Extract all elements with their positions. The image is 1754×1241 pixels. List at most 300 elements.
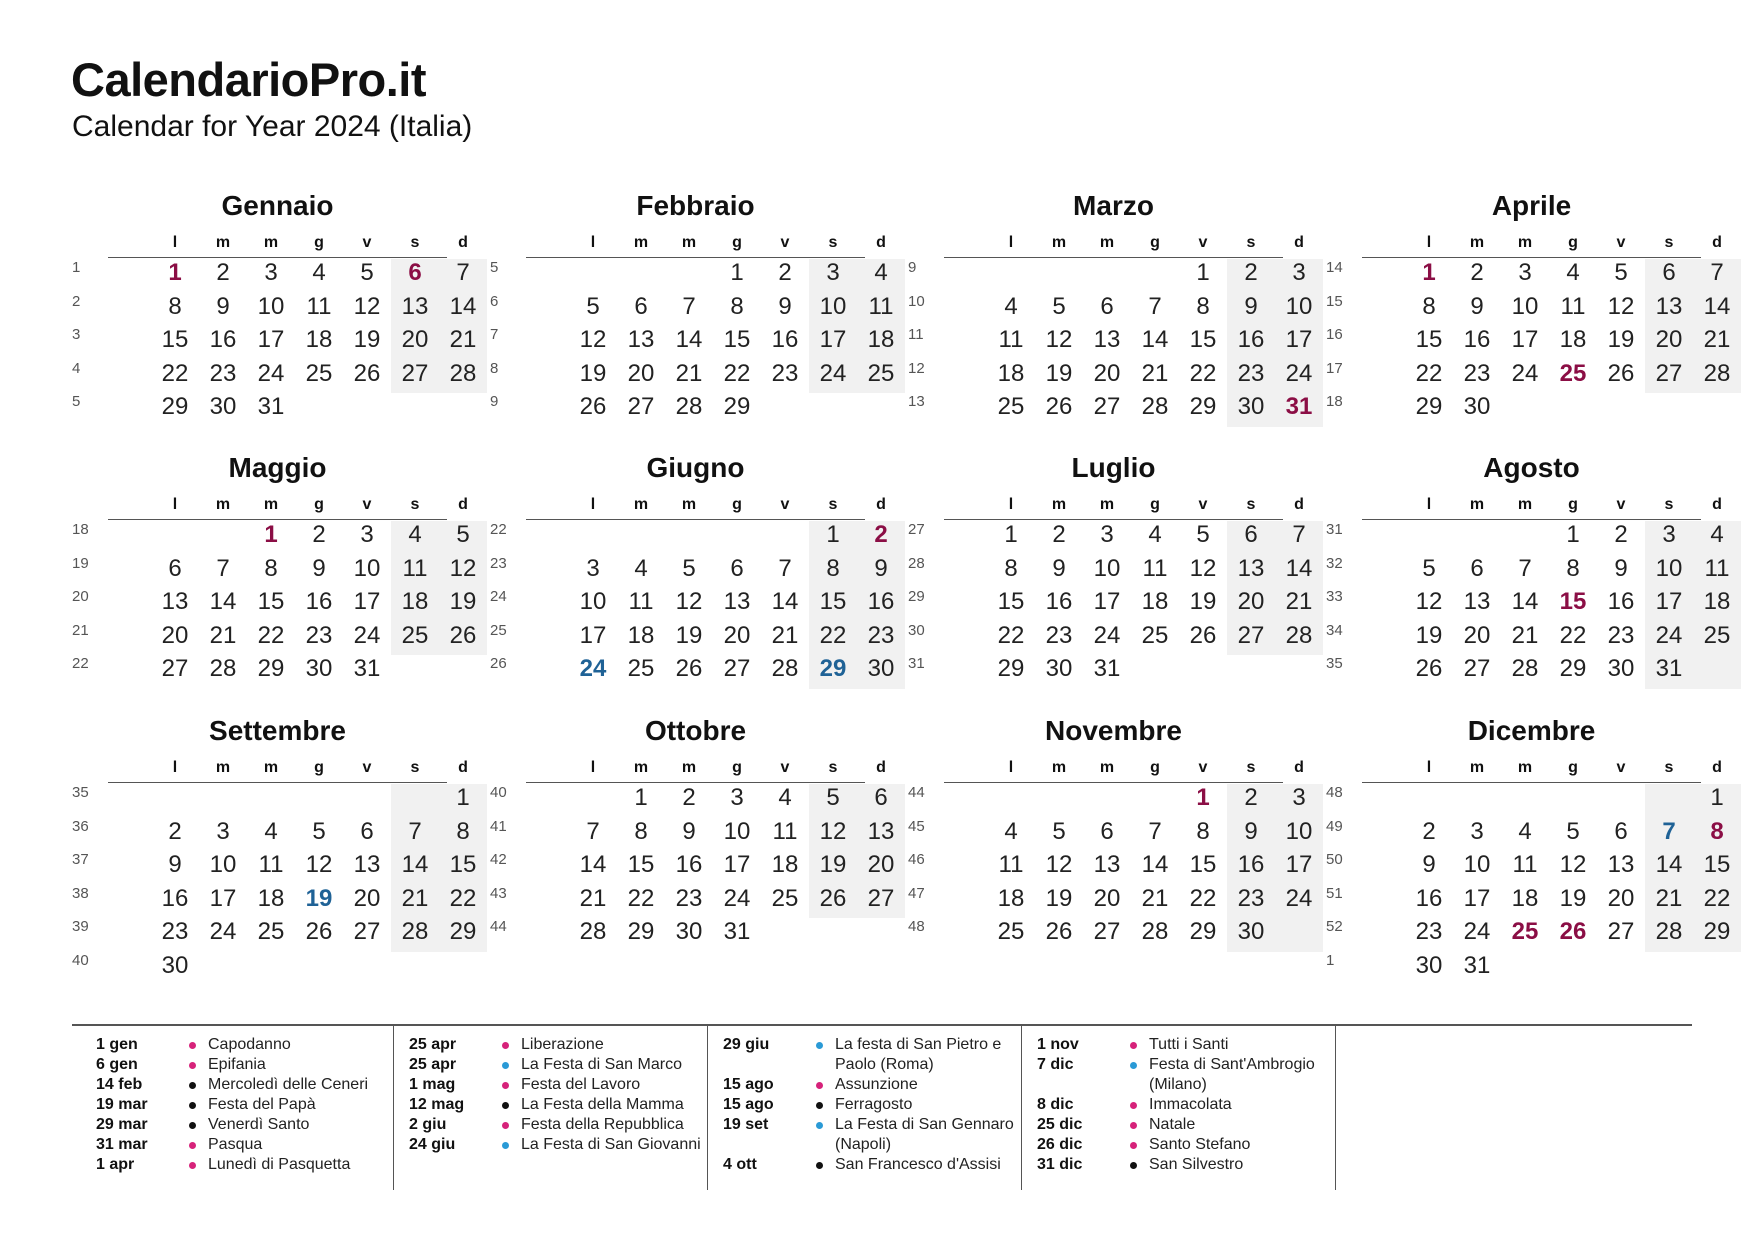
day-cell: 6	[360, 817, 374, 845]
week-number: 10	[908, 292, 925, 310]
weekday-header: m	[681, 234, 697, 251]
day-cell: 23	[305, 621, 333, 649]
day-cell: 17	[1093, 588, 1121, 615]
weekday-header: s	[1664, 759, 1674, 776]
weekday-header: m	[681, 496, 697, 513]
weekday-header: s	[828, 759, 838, 776]
day-cell: 10	[723, 817, 751, 845]
day-cell: 22	[1189, 359, 1217, 387]
bullet-national-icon	[1130, 1102, 1137, 1109]
weekday-header: m	[1051, 759, 1067, 776]
weekday-header: l	[590, 234, 596, 251]
header-rule	[526, 782, 865, 783]
legend-date: 31 mar	[96, 1136, 148, 1153]
day-cell: 23	[161, 918, 189, 945]
day-cell: 16	[1237, 326, 1265, 353]
legend-date: 1 gen	[96, 1036, 138, 1053]
day-cell: 31	[257, 393, 285, 420]
bullet-observance-icon	[502, 1102, 509, 1109]
day-cell: 3	[216, 817, 230, 845]
day-cell: 24	[819, 359, 847, 387]
day-cell: 26	[1189, 621, 1217, 649]
week-number: 35	[72, 784, 89, 801]
day-cell: 9	[1422, 851, 1436, 878]
day-cell: 20	[1093, 359, 1121, 387]
page-title: CalendarioPro.it	[71, 53, 427, 106]
day-cell: 18	[997, 884, 1025, 912]
day-cell: 27	[161, 655, 189, 682]
weekday-header: s	[410, 234, 420, 251]
weekday-header: d	[1294, 759, 1304, 776]
day-cell: 12	[1559, 851, 1587, 878]
day-cell: 19	[675, 621, 703, 649]
day-cell: 15	[723, 326, 751, 353]
day-cell: 25	[1141, 621, 1169, 649]
legend-name: Assunzione	[835, 1076, 918, 1093]
weekday-header: v	[362, 759, 372, 776]
legend-name: Epifania	[208, 1056, 266, 1073]
day-cell: 6	[1244, 521, 1258, 548]
day-cell: 6	[1662, 259, 1676, 286]
day-cell: 3	[730, 784, 744, 811]
week-number: 42	[490, 851, 507, 868]
legend-name: Festa di Sant'Ambrogio	[1149, 1056, 1315, 1073]
day-cell: 26	[819, 884, 847, 912]
day-cell: 13	[1093, 326, 1121, 353]
day-cell: 6	[1100, 292, 1114, 320]
week-number: 12	[908, 359, 925, 377]
week-number: 11	[908, 326, 924, 343]
day-cell: 18	[771, 851, 799, 878]
day-cell: 20	[353, 884, 381, 912]
day-cell: 30	[1237, 918, 1265, 945]
day-cell: 26	[449, 621, 477, 649]
bullet-national-icon	[189, 1162, 196, 1169]
day-cell: 26	[1415, 655, 1443, 682]
day-cell: 12	[819, 817, 847, 845]
week-number: 19	[72, 554, 89, 572]
day-cell: 28	[209, 655, 237, 682]
weekday-header: g	[314, 234, 324, 251]
day-cell: 28	[579, 918, 607, 945]
week-number: 39	[72, 918, 89, 935]
day-cell: 23	[1237, 359, 1265, 387]
day-cell: 22	[723, 359, 751, 387]
week-number: 16	[1326, 326, 1343, 343]
day-cell: 10	[1511, 292, 1539, 320]
day-cell: 15	[257, 588, 285, 615]
month-name: Maggio	[228, 452, 327, 483]
day-cell: 22	[1415, 359, 1443, 387]
legend-name: San Silvestro	[1149, 1156, 1244, 1173]
bullet-national-icon	[816, 1082, 823, 1089]
day-cell: 10	[1285, 817, 1313, 845]
day-cell: 11	[1142, 554, 1168, 582]
weekday-header: s	[1246, 496, 1256, 513]
week-number: 18	[1326, 393, 1343, 410]
day-cell: 27	[723, 655, 751, 682]
day-cell: 13	[353, 851, 381, 878]
day-cell: 20	[401, 326, 429, 353]
day-cell: 19	[819, 851, 847, 878]
day-cell: 9	[1614, 554, 1628, 582]
day-cell: 2	[1244, 784, 1258, 811]
day-cell: 17	[1285, 326, 1313, 353]
day-cell: 24	[1511, 359, 1539, 387]
bullet-national-icon	[1130, 1142, 1137, 1149]
day-cell: 18	[1703, 588, 1731, 615]
day-cell: 21	[1511, 621, 1539, 649]
week-number: 38	[72, 884, 89, 902]
day-cell: 5	[456, 521, 470, 548]
day-cell: 16	[1415, 884, 1443, 912]
day-cell: 22	[1559, 621, 1587, 649]
legend-name: Festa del Papà	[208, 1096, 316, 1113]
day-cell: 10	[1655, 554, 1683, 582]
day-cell: 9	[778, 292, 792, 320]
day-cell: 31	[1285, 393, 1313, 420]
weekday-header: g	[1568, 496, 1578, 513]
day-cell: 19	[353, 326, 381, 353]
day-cell: 26	[1045, 393, 1073, 420]
month-dicembre	[1326, 715, 1731, 1035]
weekday-header: d	[458, 234, 468, 251]
day-cell: 21	[401, 884, 429, 912]
day-cell: 13	[1655, 292, 1683, 320]
day-cell: 4	[408, 521, 422, 548]
day-cell: 14	[1141, 851, 1169, 878]
week-number: 44	[908, 784, 925, 801]
month-name: Settembre	[209, 715, 346, 746]
weekday-header: v	[1198, 759, 1208, 776]
day-cell: 17	[257, 326, 285, 353]
day-cell: 13	[867, 817, 895, 845]
day-cell: 3	[360, 521, 374, 548]
weekday-header: m	[1099, 496, 1115, 513]
bullet-national-icon	[502, 1122, 509, 1129]
weekday-header: l	[590, 496, 596, 513]
day-cell: 30	[675, 918, 703, 945]
bullet-national-icon	[1130, 1042, 1137, 1049]
day-cell: 14	[1511, 588, 1539, 615]
day-cell: 21	[771, 621, 799, 649]
day-cell: 12	[579, 326, 607, 353]
day-cell: 30	[867, 655, 895, 682]
month-name: Febbraio	[636, 190, 755, 221]
day-cell: 18	[1141, 588, 1169, 615]
month-name: Novembre	[1045, 715, 1182, 746]
day-cell: 4	[1566, 259, 1580, 286]
bullet-local-icon	[1130, 1062, 1137, 1069]
week-number: 51	[1326, 884, 1343, 902]
day-cell: 10	[579, 588, 607, 615]
weekday-header: g	[1150, 496, 1160, 513]
weekday-header: m	[1051, 234, 1067, 251]
weekday-header: g	[1150, 234, 1160, 251]
day-cell: 11	[1512, 851, 1538, 878]
day-cell: 10	[353, 554, 381, 582]
day-cell: 24	[353, 621, 381, 649]
weekday-header: g	[314, 496, 324, 513]
day-cell: 29	[161, 393, 189, 420]
day-cell: 1	[1710, 784, 1724, 811]
legend-name: Mercoledì delle Ceneri	[208, 1076, 369, 1093]
legend-name: Pasqua	[208, 1136, 263, 1153]
week-number: 31	[1326, 521, 1343, 538]
week-number: 4	[72, 359, 81, 377]
day-cell: 23	[675, 884, 703, 912]
day-cell: 12	[305, 851, 333, 878]
day-cell: 30	[1463, 393, 1491, 420]
legend-name: (Napoli)	[835, 1136, 892, 1153]
day-cell: 5	[682, 554, 696, 582]
day-cell: 9	[1244, 817, 1258, 845]
day-cell: 21	[449, 326, 477, 353]
day-cell: 12	[1045, 851, 1073, 878]
day-cell: 19	[305, 884, 333, 912]
legend-date: 6 gen	[96, 1056, 138, 1073]
day-cell: 30	[209, 393, 237, 420]
day-cell: 14	[1655, 851, 1683, 878]
day-cell: 3	[1662, 521, 1676, 548]
day-cell: 9	[1244, 292, 1258, 320]
day-cell: 19	[1415, 621, 1443, 649]
weekday-header: m	[1469, 234, 1485, 251]
week-number: 49	[1326, 817, 1343, 835]
week-number: 44	[490, 918, 507, 935]
legend-date: 29 giu	[723, 1036, 770, 1053]
day-cell: 16	[675, 851, 703, 878]
bullet-national-icon	[189, 1142, 196, 1149]
day-cell: 14	[1141, 326, 1169, 353]
day-cell: 19	[1559, 884, 1587, 912]
weekday-header: v	[362, 496, 372, 513]
week-number: 9	[908, 259, 917, 276]
day-cell: 8	[1422, 292, 1436, 320]
day-cell: 26	[579, 393, 607, 420]
month-name: Luglio	[1071, 452, 1156, 483]
day-cell: 12	[1415, 588, 1443, 615]
week-number: 9	[490, 393, 499, 410]
weekday-header: v	[1198, 496, 1208, 513]
day-cell: 1	[1566, 521, 1580, 548]
day-cell: 20	[1655, 326, 1683, 353]
header-rule	[108, 782, 447, 783]
day-cell: 3	[264, 259, 278, 286]
day-cell: 16	[1607, 588, 1635, 615]
day-cell: 27	[627, 393, 655, 420]
weekday-header: m	[263, 759, 279, 776]
day-cell: 11	[306, 292, 332, 320]
day-cell: 4	[264, 817, 278, 845]
day-cell: 29	[997, 655, 1025, 682]
day-cell: 4	[312, 259, 326, 286]
legend-name: Lunedì di Pasquetta	[208, 1156, 351, 1173]
weekday-header: m	[633, 759, 649, 776]
day-cell: 2	[216, 259, 230, 286]
day-cell: 4	[1518, 817, 1532, 845]
weekday-header: v	[1198, 234, 1208, 251]
legend-name: Natale	[1149, 1116, 1196, 1133]
legend-date: 29 mar	[96, 1116, 148, 1133]
day-cell: 28	[1141, 918, 1169, 945]
day-cell: 4	[1148, 521, 1162, 548]
day-cell: 15	[819, 588, 847, 615]
legend-column-divider	[393, 1025, 394, 1190]
day-cell: 5	[1566, 817, 1580, 845]
weekday-header: v	[780, 759, 790, 776]
day-cell: 13	[1607, 851, 1635, 878]
day-cell: 5	[1422, 554, 1436, 582]
header-rule	[1362, 782, 1701, 783]
weekday-header: l	[590, 759, 596, 776]
day-cell: 19	[1607, 326, 1635, 353]
weekday-header: d	[458, 496, 468, 513]
day-cell: 14	[771, 588, 799, 615]
day-cell: 16	[1045, 588, 1073, 615]
day-cell: 15	[1703, 851, 1731, 878]
bullet-local-icon	[502, 1142, 509, 1149]
day-cell: 17	[579, 621, 607, 649]
weekday-header: s	[410, 496, 420, 513]
day-cell: 20	[867, 851, 895, 878]
day-cell: 18	[401, 588, 429, 615]
day-cell: 21	[675, 359, 703, 387]
day-cell: 19	[449, 588, 477, 615]
day-cell: 22	[161, 359, 189, 387]
week-number: 2	[72, 292, 81, 310]
day-cell: 27	[1093, 393, 1121, 420]
weekday-header: g	[732, 496, 742, 513]
week-number: 5	[490, 259, 499, 276]
week-number: 23	[490, 554, 507, 572]
day-cell: 3	[1100, 521, 1114, 548]
weekday-header: s	[828, 234, 838, 251]
bullet-national-icon	[189, 1042, 196, 1049]
day-cell: 4	[874, 259, 888, 286]
day-cell: 19	[1045, 884, 1073, 912]
day-cell: 11	[998, 326, 1024, 353]
weekday-header: v	[1616, 759, 1626, 776]
day-cell: 6	[1470, 554, 1484, 582]
day-cell: 23	[1237, 884, 1265, 912]
header-rule	[944, 519, 1283, 520]
legend-name: Capodanno	[208, 1036, 291, 1053]
month-name: Agosto	[1483, 452, 1580, 483]
day-cell: 13	[723, 588, 751, 615]
header-rule	[944, 782, 1283, 783]
day-cell: 30	[1045, 655, 1073, 682]
day-cell: 6	[634, 292, 648, 320]
week-number: 47	[908, 884, 925, 902]
day-cell: 8	[456, 817, 470, 845]
weekday-header: m	[263, 234, 279, 251]
week-number: 17	[1326, 359, 1343, 377]
day-cell: 6	[730, 554, 744, 582]
day-cell: 17	[353, 588, 381, 615]
day-cell: 29	[627, 918, 655, 945]
day-cell: 7	[1710, 259, 1724, 286]
bullet-local-icon	[502, 1062, 509, 1069]
week-number: 20	[72, 588, 89, 605]
day-cell: 7	[216, 554, 230, 582]
header-rule	[108, 519, 447, 520]
day-cell: 17	[723, 851, 751, 878]
weekday-header: g	[314, 759, 324, 776]
day-cell: 24	[1655, 621, 1683, 649]
day-cell: 3	[826, 259, 840, 286]
weekday-header: g	[1150, 759, 1160, 776]
week-number: 34	[1326, 621, 1343, 639]
weekday-header: s	[1664, 496, 1674, 513]
weekday-header: d	[876, 234, 886, 251]
day-cell: 8	[264, 554, 278, 582]
week-number: 7	[490, 326, 499, 343]
day-cell: 2	[1614, 521, 1628, 548]
week-number: 1	[1326, 951, 1335, 969]
day-cell: 8	[1004, 554, 1018, 582]
legend-name: Ferragosto	[835, 1096, 913, 1113]
day-cell: 18	[997, 359, 1025, 387]
day-cell: 26	[1559, 918, 1587, 945]
day-cell: 25	[257, 918, 285, 945]
day-cell: 7	[1662, 817, 1676, 845]
weekday-header: l	[1008, 496, 1014, 513]
day-cell: 29	[1189, 918, 1217, 945]
day-cell: 30	[305, 655, 333, 682]
day-cell: 14	[675, 326, 703, 353]
day-cell: 18	[1511, 884, 1539, 912]
weekday-header: d	[1294, 234, 1304, 251]
day-cell: 7	[586, 817, 600, 845]
day-cell: 24	[723, 884, 751, 912]
day-cell: 6	[874, 784, 888, 811]
legend-column-divider	[1335, 1025, 1336, 1190]
day-cell: 22	[819, 621, 847, 649]
day-cell: 22	[627, 884, 655, 912]
day-cell: 16	[209, 326, 237, 353]
day-cell: 1	[1196, 784, 1210, 811]
day-cell: 22	[1189, 884, 1217, 912]
day-cell: 7	[778, 554, 792, 582]
day-cell: 9	[168, 851, 182, 878]
day-cell: 6	[1100, 817, 1114, 845]
weekday-header: d	[876, 759, 886, 776]
legend-date: 31 dic	[1037, 1156, 1083, 1173]
day-cell: 29	[1189, 393, 1217, 420]
day-cell: 20	[1463, 621, 1491, 649]
day-cell: 7	[1518, 554, 1532, 582]
day-cell: 2	[312, 521, 326, 548]
day-cell: 18	[257, 884, 285, 912]
week-number: 22	[490, 521, 507, 538]
month-novembre	[908, 715, 1313, 1035]
weekday-header: m	[633, 234, 649, 251]
day-cell: 14	[449, 292, 477, 320]
day-cell: 22	[997, 621, 1025, 649]
weekday-header: m	[263, 496, 279, 513]
day-cell: 5	[1052, 292, 1066, 320]
weekday-header: g	[732, 759, 742, 776]
day-cell: 2	[682, 784, 696, 811]
day-cell: 15	[1415, 326, 1443, 353]
legend-name: San Francesco d'Assisi	[835, 1156, 1001, 1173]
day-cell: 12	[1045, 326, 1073, 353]
weekday-header: s	[1664, 234, 1674, 251]
day-cell: 13	[1237, 554, 1265, 582]
bullet-observance-icon	[189, 1102, 196, 1109]
weekday-header: m	[681, 759, 697, 776]
